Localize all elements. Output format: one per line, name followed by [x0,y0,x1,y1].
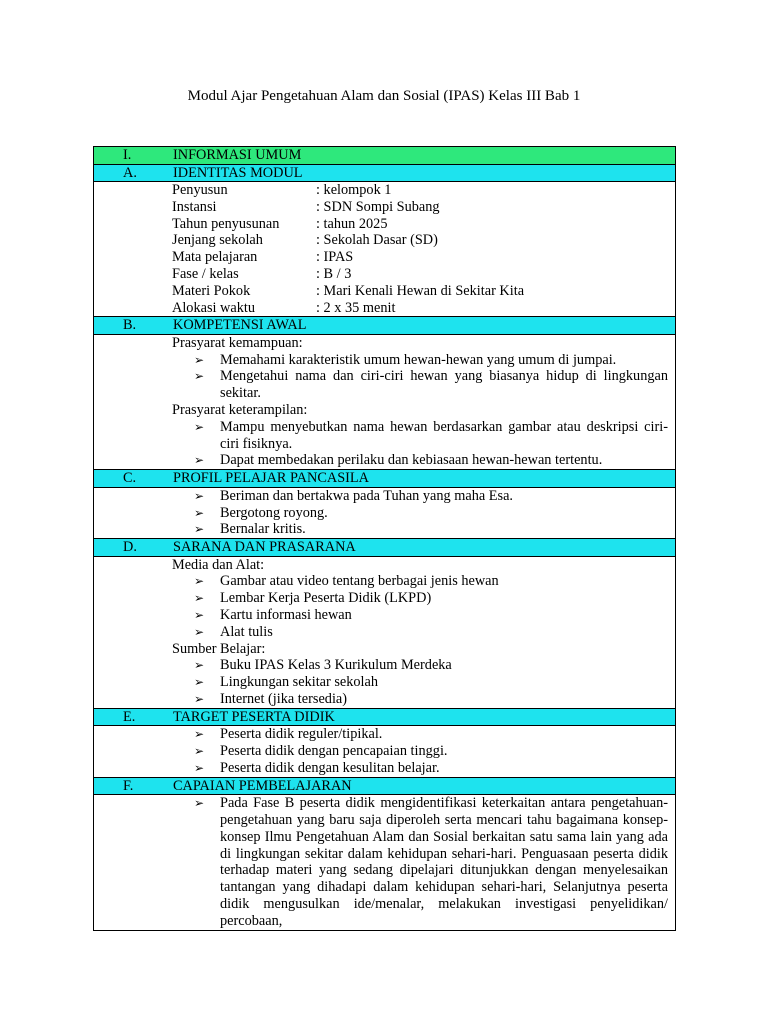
identity-value: : IPAS [316,249,354,266]
list-item-text: Peserta didik dengan kesulitan belajar. [220,759,440,776]
arrow-bullet-icon: ➢ [194,369,205,384]
identity-row [172,300,668,317]
section-title: TARGET PESERTA DIDIK [173,708,335,725]
identity-key: Alokasi waktu [172,299,255,316]
list-item-text: Dapat membedakan perilaku dan kebiasaan hewan-hewan tertentu. [220,452,603,469]
arrow-bullet-icon: ➢ [194,505,205,520]
list-item [172,795,668,929]
section-number: E. [123,708,136,725]
section-title: SARANA DAN PRASARANA [173,539,356,556]
paragraph-label: Media dan Alat: [172,556,265,573]
arrow-bullet-icon: ➢ [194,675,205,690]
section-number: B. [123,317,137,334]
list-item-text: Lingkungan sekitar sekolah [220,674,379,691]
list-item-text: Mampu menyebutkan nama hewan berdasarkan gambar atau deskripsi ciri-ciri fisiknya. [220,418,668,452]
section-number: D. [123,539,137,556]
list-item [172,657,668,674]
profil-pelajar-body [94,488,675,539]
arrow-bullet-icon: ➢ [194,352,205,367]
identity-row [172,266,668,283]
arrow-bullet-icon: ➢ [194,591,205,606]
identity-value: : tahun 2025 [316,215,388,232]
list-item-text: Kartu informasi hewan [220,607,352,624]
arrow-bullet-icon: ➢ [194,692,205,707]
arrow-bullet-icon: ➢ [194,419,205,434]
list-item [172,691,668,708]
list-item [172,452,668,469]
identity-key: Instansi [172,198,217,215]
paragraph-label: Prasyarat kemampuan: [172,334,303,351]
arrow-bullet-icon: ➢ [194,453,205,468]
identity-value: : Mari Kenali Hewan di Sekitar Kita [316,282,525,299]
section-number: F. [123,777,134,794]
identitas-modul-body [94,182,675,317]
list-item-text: Gambar atau video tentang berbagai jenis hewan [220,573,499,590]
list-item-text: Alat tulis [220,623,273,640]
section-header-profil-pelajar [94,470,675,488]
list-item [172,760,668,777]
section-title: IDENTITAS MODUL [173,164,303,181]
list-item [172,368,668,402]
list-item [172,488,668,505]
section-number: I. [123,147,132,163]
identity-value: : 2 x 35 menit [316,299,396,316]
list-item [172,607,668,624]
identity-key: Mata pelajaran [172,249,258,266]
list-item-text: Pada Fase B peserta didik mengidentifikasi keterkaitan antara pengetahuan-pengetahuan yang baru saja diperoleh serta mencari tahu bagaimana konsep-konsep Ilmu Pengetahuan Alam dan Sosial berkaitan satu sama lain yang ada di lingkungan sekitar dalam kehidupan sehari-hari. Penguasaan peserta didik terhadap materi yang sedang dipelajari ditunjukkan dengan menyelesaikan tantangan yang dihadapi dalam kehidupan sehari-hari, Selanjutnya peserta didik mengusulkan ide/menalar, melakukan investigasi penyelidikan/ percobaan, [220,795,668,929]
list-item-text: Peserta didik reguler/tipikal. [220,726,383,743]
identity-key: Fase / kelas [172,265,239,282]
paragraph-label: Sumber Belajar: [172,640,266,657]
section-header-sarana-prasarana [94,539,675,557]
section-title: KOMPETENSI AWAL [173,317,307,334]
section-header-informasi-umum [94,147,675,165]
arrow-bullet-icon: ➢ [194,608,205,623]
list-item [172,419,668,453]
identity-row [172,232,668,249]
target-peserta-body [94,726,675,777]
list-item-text: Peserta didik dengan pencapaian tinggi. [220,743,448,760]
identity-value: : kelompok 1 [316,182,392,198]
list-item [172,505,668,522]
arrow-bullet-icon: ➢ [194,796,205,811]
list-item [172,573,668,590]
section-number: A. [123,164,137,181]
identity-key: Materi Pokok [172,282,251,299]
identity-row [172,199,668,216]
paragraph-label: Prasyarat keterampilan: [172,402,308,419]
module-table [93,146,676,931]
document-title: Modul Ajar Pengetahuan Alam dan Sosial (IPAS) Kelas III Bab 1 [187,88,581,104]
list-item-text: Mengetahui nama dan ciri-ciri hewan yang biasanya hidup di lingkungan sekitar. [220,368,668,402]
section-number: C. [123,470,137,487]
section-title: PROFIL PELAJAR PANCASILA [173,470,369,487]
arrow-bullet-icon: ➢ [194,574,205,589]
list-item [172,521,668,538]
identity-value: : SDN Sompi Subang [316,198,440,215]
list-item [172,624,668,641]
kompetensi-awal-body [94,335,675,470]
identity-value: : B / 3 [316,265,352,282]
identity-row [172,249,668,266]
arrow-bullet-icon: ➢ [194,744,205,759]
arrow-bullet-icon: ➢ [194,624,205,639]
identity-row [172,283,668,300]
section-header-capaian-pembelajaran [94,778,675,796]
identity-key: Jenjang sekolah [172,232,263,249]
list-item-text: Lembar Kerja Peserta Didik (LKPD) [220,590,432,607]
section-title: CAPAIAN PEMBELAJARAN [173,777,352,794]
section-header-kompetensi-awal [94,317,675,335]
list-item-text: Bernalar kritis. [220,521,306,538]
section-title: INFORMASI UMUM [173,147,302,163]
arrow-bullet-icon: ➢ [194,727,205,742]
list-item [172,726,668,743]
arrow-bullet-icon: ➢ [194,658,205,673]
list-item [172,674,668,691]
identity-key: Penyusun [172,182,228,198]
identity-value: : Sekolah Dasar (SD) [316,232,438,249]
sarana-prasarana-body [94,557,675,709]
list-item-text: Bergotong royong. [220,504,328,521]
identity-key: Tahun penyusunan [172,215,280,232]
section-header-target-peserta [94,709,675,727]
arrow-bullet-icon: ➢ [194,522,205,537]
identity-row [172,216,668,233]
section-header-identitas-modul [94,165,675,183]
arrow-bullet-icon: ➢ [194,488,205,503]
list-item-text: Memahami karakteristik umum hewan-hewan yang umum di jumpai. [220,351,617,368]
list-item-text: Buku IPAS Kelas 3 Kurikulum Merdeka [220,657,452,674]
list-item [172,352,668,369]
list-item-text: Internet (jika tersedia) [220,691,348,708]
arrow-bullet-icon: ➢ [194,760,205,775]
list-item [172,743,668,760]
identity-row [172,182,668,199]
list-item [172,590,668,607]
capaian-pembelajaran-body [94,795,675,929]
list-item-text: Beriman dan bertakwa pada Tuhan yang maha Esa. [220,487,514,504]
